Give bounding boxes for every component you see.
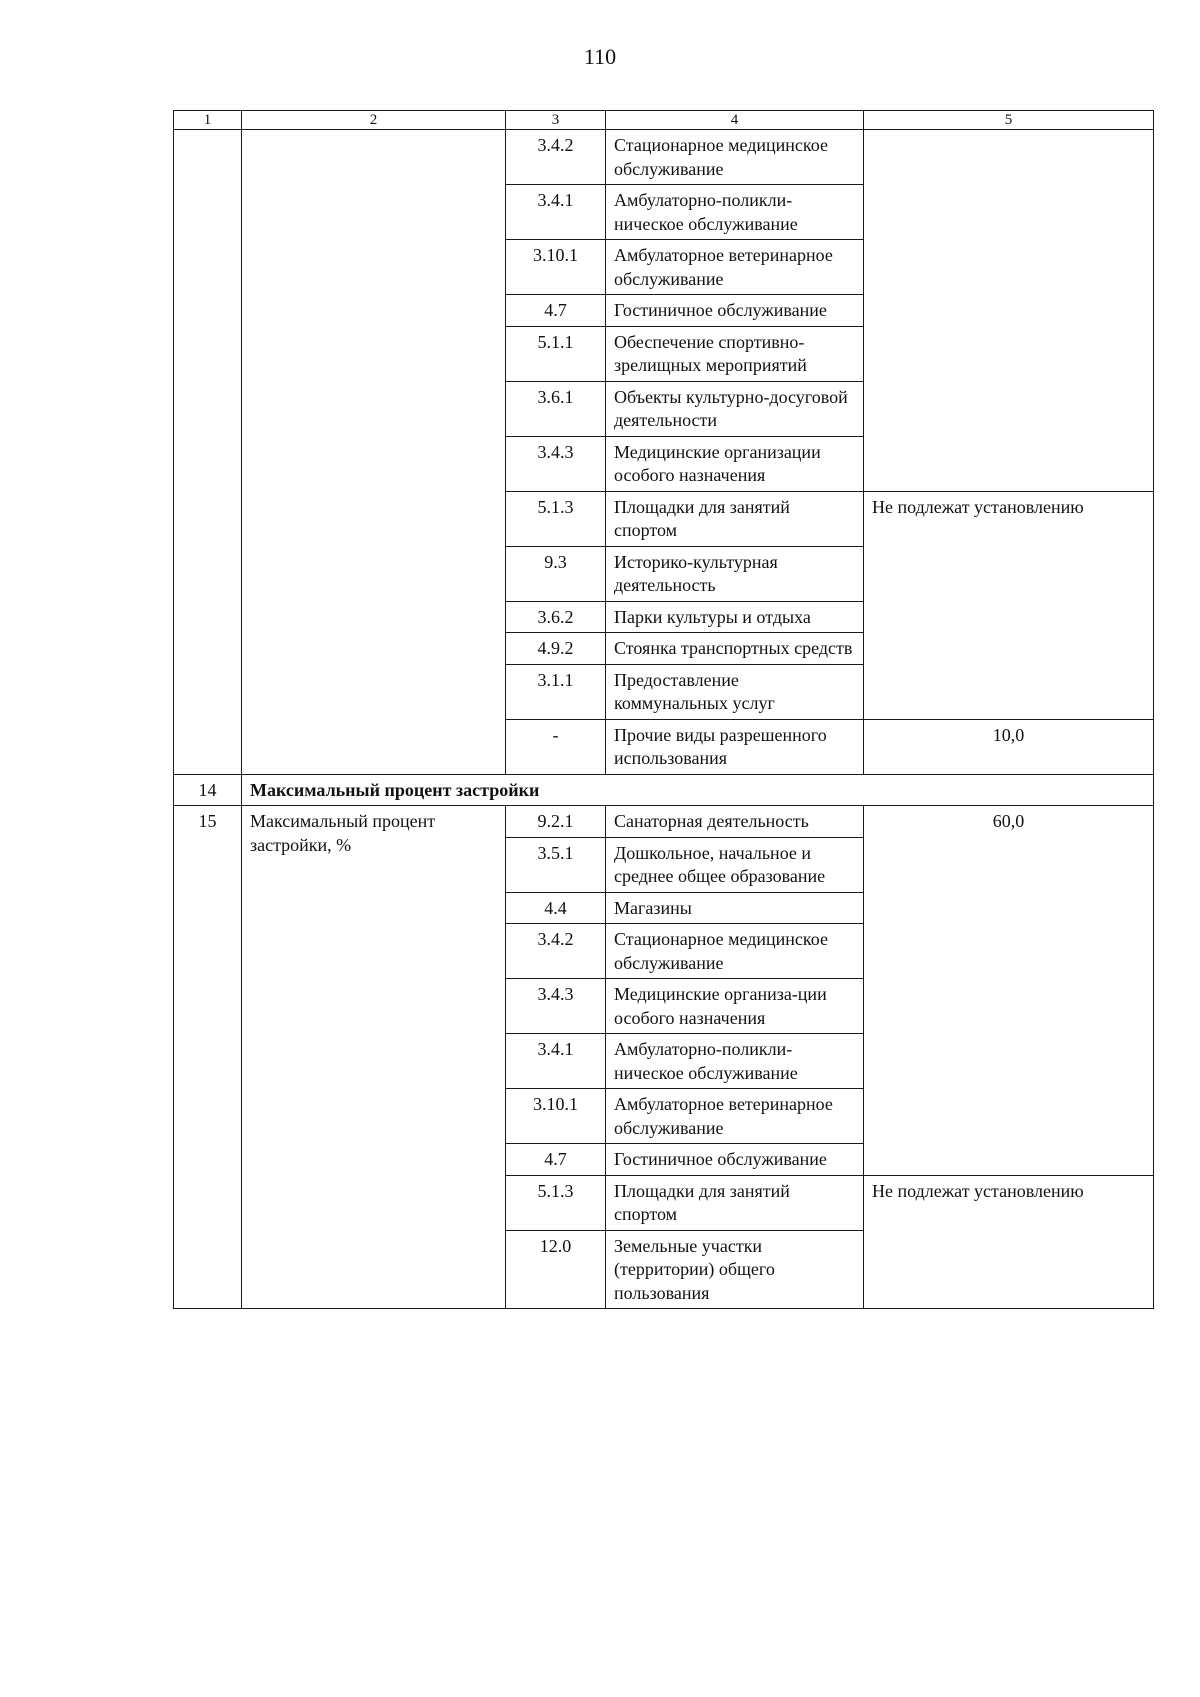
use-code: 3.4.1 bbox=[506, 1034, 606, 1089]
use-name: Стационарное медицинское обслуживание bbox=[606, 924, 864, 979]
use-name: Историко-культурная деятельность bbox=[606, 546, 864, 601]
use-code: 9.2.1 bbox=[506, 806, 606, 838]
use-name: Объекты культурно-досуговой деятельности bbox=[606, 381, 864, 436]
row-number: 14 bbox=[174, 774, 242, 806]
header-cell-5: 5 bbox=[864, 111, 1154, 130]
use-name: Гостиничное обслуживание bbox=[606, 295, 864, 327]
use-name: Медицинские организации особого назначения bbox=[606, 436, 864, 491]
use-code: 3.10.1 bbox=[506, 240, 606, 295]
use-code: 5.1.1 bbox=[506, 326, 606, 381]
header-cell-2: 2 bbox=[242, 111, 506, 130]
block1-value-not-set: Не подлежат установлению bbox=[864, 491, 1154, 719]
use-code: 3.10.1 bbox=[506, 1089, 606, 1144]
use-code: 3.4.3 bbox=[506, 979, 606, 1034]
use-name: Гостиничное обслуживание bbox=[606, 1144, 864, 1176]
use-code: 4.7 bbox=[506, 295, 606, 327]
row-label: Максимальный процент застройки, % bbox=[242, 806, 506, 1309]
use-code: 9.3 bbox=[506, 546, 606, 601]
use-code: 5.1.3 bbox=[506, 1175, 606, 1230]
table-row bbox=[174, 130, 1154, 185]
use-name: Стационарное медицинское обслуживание bbox=[606, 130, 864, 185]
use-name: Прочие виды разрешенного использования bbox=[606, 719, 864, 774]
header-cell-4: 4 bbox=[606, 111, 864, 130]
use-name: Амбулаторное ветеринарное обслуживание bbox=[606, 240, 864, 295]
use-code: 12.0 bbox=[506, 1230, 606, 1309]
use-code: 5.1.3 bbox=[506, 491, 606, 546]
use-name: Санаторная деятельность bbox=[606, 806, 864, 838]
use-name: Обеспечение спортивно-зрелищных мероприятий bbox=[606, 326, 864, 381]
use-name: Дошкольное, начальное и среднее общее образование bbox=[606, 837, 864, 892]
use-code: 4.7 bbox=[506, 1144, 606, 1176]
use-code: - bbox=[506, 719, 606, 774]
use-name: Магазины bbox=[606, 892, 864, 924]
use-code: 4.9.2 bbox=[506, 633, 606, 665]
row15-value-main: 60,0 bbox=[864, 806, 1154, 1176]
use-name: Амбулаторное ветеринарное обслуживание bbox=[606, 1089, 864, 1144]
header-cell-3: 3 bbox=[506, 111, 606, 130]
use-code: 3.4.3 bbox=[506, 436, 606, 491]
use-name: Предоставление коммунальных услуг bbox=[606, 664, 864, 719]
use-code: 3.1.1 bbox=[506, 664, 606, 719]
regulations-table bbox=[173, 110, 1154, 1309]
block1-value-empty bbox=[864, 130, 1154, 492]
block1-value-other: 10,0 bbox=[864, 719, 1154, 774]
use-name: Медицинские организа-ции особого назначения bbox=[606, 979, 864, 1034]
use-name: Площадки для занятий спортом bbox=[606, 491, 864, 546]
section-title: Максимальный процент застройки bbox=[242, 774, 1154, 806]
header-row bbox=[174, 111, 1154, 130]
use-name: Амбулаторно-поликли-ническое обслуживание bbox=[606, 1034, 864, 1089]
use-code: 3.4.1 bbox=[506, 185, 606, 240]
use-code: 3.4.2 bbox=[506, 924, 606, 979]
use-name: Площадки для занятий спортом bbox=[606, 1175, 864, 1230]
header-cell-1: 1 bbox=[174, 111, 242, 130]
block1-label-cell bbox=[242, 130, 506, 775]
use-code: 4.4 bbox=[506, 892, 606, 924]
use-code: 3.5.1 bbox=[506, 837, 606, 892]
table-row bbox=[174, 806, 1154, 838]
use-code: 3.6.1 bbox=[506, 381, 606, 436]
use-name: Земельные участки (территории) общего пользования bbox=[606, 1230, 864, 1309]
use-code: 3.4.2 bbox=[506, 130, 606, 185]
block1-num-cell bbox=[174, 130, 242, 775]
row-number: 15 bbox=[174, 806, 242, 1309]
page-number: 110 bbox=[583, 44, 617, 69]
use-name: Амбулаторно-поликли-ническое обслуживание bbox=[606, 185, 864, 240]
section-row bbox=[174, 774, 1154, 806]
use-code: 3.6.2 bbox=[506, 601, 606, 633]
use-name: Стоянка транспортных средств bbox=[606, 633, 864, 665]
row15-value-not-set: Не подлежат установлению bbox=[864, 1175, 1154, 1309]
use-name: Парки культуры и отдыха bbox=[606, 601, 864, 633]
